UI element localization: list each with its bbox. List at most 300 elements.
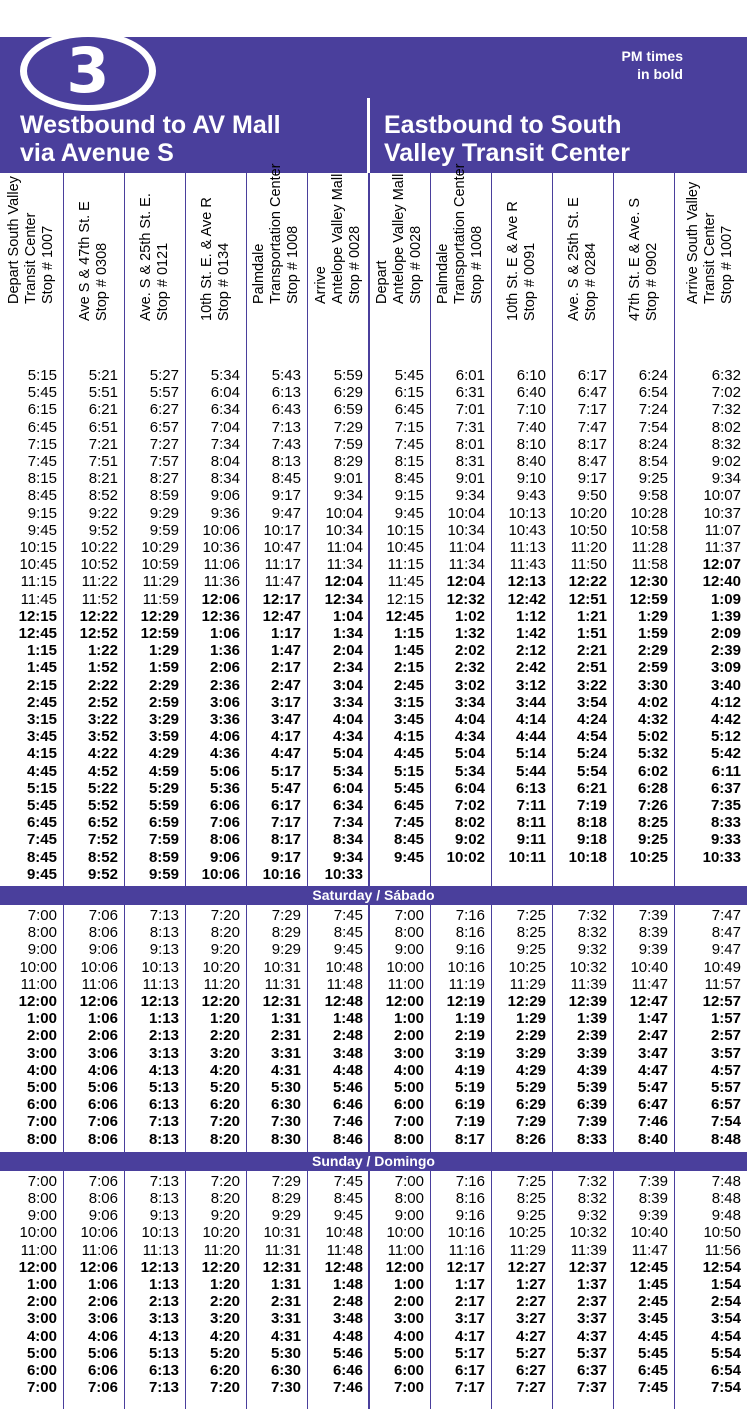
time-cell: 5:59 xyxy=(148,797,179,814)
time-cell: 6:21 xyxy=(88,401,118,419)
time-cell: 12:27 xyxy=(507,1258,546,1276)
time-cell: 11:04 xyxy=(326,539,363,556)
weekday-timetable xyxy=(0,367,747,883)
time-cell: 12:30 xyxy=(629,573,668,591)
time-cell: 12:20 xyxy=(201,1258,240,1276)
time-cell: 8:33 xyxy=(576,1130,607,1148)
time-cell: 7:00 xyxy=(393,1113,424,1131)
time-cell: 9:10 xyxy=(516,470,546,488)
time-cell: 1:12 xyxy=(515,607,546,625)
time-cell: 10:07 xyxy=(703,487,741,505)
time-cell: 11:59 xyxy=(142,590,179,608)
time-cell xyxy=(491,866,546,883)
time-cell: 2:34 xyxy=(332,659,363,677)
table-row xyxy=(0,487,747,504)
time-cell: 6:43 xyxy=(271,401,301,419)
time-cell: 11:34 xyxy=(326,556,363,574)
time-cell: 11:50 xyxy=(570,556,607,574)
column-header-line: Stop # 0121 xyxy=(154,242,171,321)
time-cell: 5:06 xyxy=(87,1344,118,1362)
time-cell: 5:47 xyxy=(270,779,301,797)
time-cell: 7:19 xyxy=(576,797,607,814)
time-cell: 1:29 xyxy=(148,642,179,660)
time-cell: 6:24 xyxy=(638,367,668,384)
table-row xyxy=(0,1224,747,1241)
time-cell: 1:51 xyxy=(576,625,607,642)
time-cell: 7:25 xyxy=(516,1172,546,1190)
time-cell: 11:58 xyxy=(631,556,668,574)
time-cell: 1:52 xyxy=(87,659,118,677)
time-cell: 2:45 xyxy=(637,1293,668,1311)
time-cell: 12:04 xyxy=(446,573,485,591)
time-cell: 7:54 xyxy=(710,1113,741,1131)
time-cell: 8:33 xyxy=(710,814,741,832)
time-cell: 9:02 xyxy=(454,831,485,849)
time-cell: 5:45 xyxy=(637,1344,668,1362)
time-cell: 1:00 xyxy=(393,1010,424,1028)
column-header-line: Stop # 1007 xyxy=(719,225,735,304)
time-cell: 5:44 xyxy=(515,762,546,780)
time-cell: 12:59 xyxy=(140,625,179,642)
time-cell: 9:02 xyxy=(711,453,741,470)
time-cell: 11:13 xyxy=(142,975,179,993)
time-cell: 8:13 xyxy=(149,1189,179,1207)
time-cell: 10:31 xyxy=(263,958,301,976)
time-cell: 3:47 xyxy=(270,711,301,728)
time-cell: 4:20 xyxy=(209,1327,240,1345)
time-cell: 11:15 xyxy=(20,573,57,591)
time-cell: 6:17 xyxy=(454,1361,485,1379)
time-cell: 2:17 xyxy=(270,659,301,677)
time-cell: 12:13 xyxy=(140,993,179,1010)
table-row xyxy=(0,866,747,883)
time-cell: 10:22 xyxy=(80,539,118,556)
time-cell: 4:47 xyxy=(637,1061,668,1079)
time-cell: 10:06 xyxy=(201,865,240,883)
time-cell: 8:01 xyxy=(455,435,485,453)
time-cell: 10:25 xyxy=(629,848,668,866)
direction-divider xyxy=(367,98,370,173)
time-cell: 8:31 xyxy=(455,453,485,470)
time-cell: 5:15 xyxy=(26,779,57,797)
time-cell: 11:36 xyxy=(203,573,240,591)
time-cell: 6:39 xyxy=(576,1096,607,1114)
time-cell: 2:20 xyxy=(209,1293,240,1311)
time-cell: 3:30 xyxy=(637,676,668,694)
time-cell: 1:48 xyxy=(332,1275,363,1293)
time-cell: 1:54 xyxy=(710,1275,741,1293)
time-cell: 11:48 xyxy=(326,1241,363,1259)
time-cell: 6:46 xyxy=(332,1096,363,1114)
time-cell: 12:29 xyxy=(507,993,546,1010)
time-cell: 4:37 xyxy=(576,1327,607,1345)
time-cell: 8:32 xyxy=(577,1189,607,1207)
column-header-line: Ave. S & 25th St. E. xyxy=(137,193,154,321)
time-cell: 8:29 xyxy=(333,453,363,470)
time-cell: 12:36 xyxy=(201,607,240,625)
time-cell: 5:57 xyxy=(149,384,179,402)
time-cell: 6:59 xyxy=(148,814,179,832)
time-cell: 5:30 xyxy=(270,1079,301,1096)
header xyxy=(0,0,747,173)
time-cell: 6:10 xyxy=(516,367,546,384)
time-cell: 8:00 xyxy=(27,1189,57,1207)
time-cell: 3:00 xyxy=(26,1310,57,1328)
time-cell: 3:45 xyxy=(637,1310,668,1328)
time-cell: 9:15 xyxy=(27,504,57,522)
time-cell: 6:28 xyxy=(637,779,668,797)
time-cell: 11:31 xyxy=(264,975,301,993)
time-cell: 7:15 xyxy=(394,418,424,436)
time-cell: 5:51 xyxy=(88,384,118,402)
column-header-text xyxy=(505,201,539,321)
time-cell: 4:54 xyxy=(710,1327,741,1345)
table-row xyxy=(0,522,747,539)
time-cell: 5:17 xyxy=(270,762,301,780)
time-cell: 9:01 xyxy=(455,470,485,488)
time-cell: 9:25 xyxy=(637,831,668,849)
time-cell: 3:27 xyxy=(515,1310,546,1328)
time-cell: 1:09 xyxy=(710,590,741,608)
column-header-line: Stop # 1008 xyxy=(285,225,301,304)
time-cell: 9:20 xyxy=(210,941,240,959)
time-cell: 9:18 xyxy=(576,831,607,849)
time-cell: 10:00 xyxy=(19,958,57,976)
time-cell: 1:39 xyxy=(710,607,741,625)
time-cell: 3:47 xyxy=(637,1044,668,1062)
time-cell: 10:43 xyxy=(508,521,546,539)
table-row xyxy=(0,1276,747,1293)
time-cell: 5:12 xyxy=(710,728,741,746)
column-header-text xyxy=(77,201,111,321)
time-cell: 12:00 xyxy=(18,993,57,1010)
column-header-line: Depart xyxy=(374,260,390,304)
time-cell: 5:45 xyxy=(27,384,57,402)
time-cell: 6:15 xyxy=(394,384,424,402)
time-cell: 8:15 xyxy=(27,470,57,488)
time-cell: 7:20 xyxy=(210,1172,240,1190)
time-cell: 8:52 xyxy=(87,848,118,866)
time-cell: 12:54 xyxy=(702,1258,741,1276)
time-cell: 11:00 xyxy=(387,975,424,993)
pm-note-line1: PM times xyxy=(621,48,683,64)
column-header-text xyxy=(627,198,661,321)
time-cell: 8:00 xyxy=(26,1130,57,1148)
time-cell: 1:59 xyxy=(148,659,179,677)
time-cell: 7:00 xyxy=(26,1113,57,1131)
time-cell: 12:15 xyxy=(18,607,57,625)
time-cell: 5:39 xyxy=(576,1079,607,1096)
time-cell: 2:15 xyxy=(26,676,57,694)
time-cell: 12:07 xyxy=(702,556,741,574)
column-header-line: Transit Center xyxy=(702,212,718,304)
time-cell: 9:34 xyxy=(332,848,363,866)
time-cell: 3:02 xyxy=(454,676,485,694)
time-cell: 12:06 xyxy=(79,993,118,1010)
time-cell: 1:47 xyxy=(270,642,301,660)
time-cell: 4:52 xyxy=(87,762,118,780)
time-cell: 5:06 xyxy=(87,1079,118,1096)
table-row xyxy=(0,401,747,418)
time-cell: 3:48 xyxy=(332,1310,363,1328)
time-cell: 6:13 xyxy=(148,1361,179,1379)
time-cell: 4:59 xyxy=(148,762,179,780)
time-cell: 9:00 xyxy=(394,1207,424,1225)
time-cell: 4:19 xyxy=(454,1061,485,1079)
column-header-line: Stop # 1007 xyxy=(40,225,56,304)
time-cell: 7:17 xyxy=(454,1379,485,1397)
time-cell: 12:40 xyxy=(702,573,741,591)
time-cell: 7:34 xyxy=(210,435,240,453)
time-cell: 8:45 xyxy=(394,470,424,488)
time-cell: 3:09 xyxy=(710,659,741,677)
column-header-9 xyxy=(491,173,552,363)
time-cell: 6:13 xyxy=(148,1096,179,1114)
time-cell: 12:34 xyxy=(324,590,363,608)
time-cell: 7:21 xyxy=(88,435,118,453)
time-cell: 8:17 xyxy=(270,831,301,849)
time-cell: 6:27 xyxy=(149,401,179,419)
time-cell: 5:45 xyxy=(393,779,424,797)
time-cell: 10:32 xyxy=(569,1224,607,1242)
time-cell: 9:25 xyxy=(638,470,668,488)
column-header-line: Transportation Center xyxy=(452,163,468,304)
table-row xyxy=(0,1259,747,1276)
time-cell: 11:04 xyxy=(448,539,485,556)
time-cell: 4:48 xyxy=(332,1327,363,1345)
time-cell: 5:57 xyxy=(710,1079,741,1096)
time-cell: 8:20 xyxy=(210,1189,240,1207)
time-cell: 3:04 xyxy=(332,676,363,694)
time-cell: 7:06 xyxy=(88,907,118,924)
saturday-band: Saturday / Sábado xyxy=(0,886,747,905)
time-cell: 6:15 xyxy=(27,401,57,419)
time-cell: 1:31 xyxy=(270,1275,301,1293)
time-cell: 1:22 xyxy=(87,642,118,660)
time-cell: 8:00 xyxy=(394,1189,424,1207)
time-cell: 9:45 xyxy=(27,521,57,539)
time-cell: 3:06 xyxy=(87,1044,118,1062)
time-cell: 11:47 xyxy=(264,573,301,591)
time-cell: 2:22 xyxy=(87,676,118,694)
time-cell: 4:02 xyxy=(637,693,668,711)
time-cell: 10:00 xyxy=(386,1224,424,1242)
time-cell: 4:39 xyxy=(576,1061,607,1079)
time-cell: 7:26 xyxy=(637,797,668,814)
time-cell: 2:29 xyxy=(515,1027,546,1045)
time-cell: 11:37 xyxy=(704,539,741,556)
time-cell: 6:04 xyxy=(454,779,485,797)
time-cell: 3:45 xyxy=(26,728,57,746)
time-cell: 7:06 xyxy=(87,1379,118,1397)
eastbound-title-line1: Eastbound to South xyxy=(384,111,622,139)
time-cell: 1:15 xyxy=(26,642,57,660)
time-cell: 8:06 xyxy=(88,1189,118,1207)
time-cell: 8:34 xyxy=(332,831,363,849)
time-cell: 5:00 xyxy=(26,1079,57,1096)
time-cell: 6:47 xyxy=(577,384,607,402)
time-cell: 3:29 xyxy=(148,711,179,728)
time-cell: 4:17 xyxy=(454,1327,485,1345)
time-cell: 4:22 xyxy=(87,745,118,763)
time-cell: 2:02 xyxy=(454,642,485,660)
time-cell: 4:34 xyxy=(332,728,363,746)
time-cell: 1:13 xyxy=(148,1275,179,1293)
time-cell: 3:44 xyxy=(515,693,546,711)
table-row xyxy=(0,745,747,762)
time-cell: 10:06 xyxy=(202,521,240,539)
time-cell: 9:29 xyxy=(271,941,301,959)
time-cell: 5:30 xyxy=(270,1344,301,1362)
time-cell: 6:27 xyxy=(515,1361,546,1379)
time-cell: 10:48 xyxy=(325,1224,363,1242)
time-cell: 4:06 xyxy=(87,1061,118,1079)
time-cell xyxy=(613,866,668,883)
time-cell: 10:58 xyxy=(630,521,668,539)
table-row xyxy=(0,453,747,470)
time-cell: 10:13 xyxy=(508,504,546,522)
time-cell: 12:13 xyxy=(507,573,546,591)
table-row xyxy=(0,1010,747,1027)
time-cell: 2:42 xyxy=(515,659,546,677)
time-cell: 8:48 xyxy=(711,1189,741,1207)
column-header-line: 47th St. E & Ave. S xyxy=(626,197,643,321)
time-cell: 11:48 xyxy=(326,975,363,993)
time-cell: 6:34 xyxy=(210,401,240,419)
time-cell: 4:14 xyxy=(515,711,546,728)
time-cell: 7:45 xyxy=(333,1172,363,1190)
time-cell: 2:57 xyxy=(710,1027,741,1045)
time-cell: 3:17 xyxy=(270,693,301,711)
table-row xyxy=(0,1131,747,1148)
time-cell: 2:54 xyxy=(710,1293,741,1311)
table-row xyxy=(0,642,747,659)
time-cell: 7:47 xyxy=(577,418,607,436)
time-cell: 5:15 xyxy=(393,762,424,780)
table-row xyxy=(0,1379,747,1396)
table-row xyxy=(0,419,747,436)
time-cell: 9:34 xyxy=(333,487,363,505)
time-cell: 2:47 xyxy=(637,1027,668,1045)
time-cell: 8:20 xyxy=(209,1130,240,1148)
time-cell: 7:45 xyxy=(333,907,363,924)
time-cell: 8:26 xyxy=(515,1130,546,1148)
time-cell: 1:00 xyxy=(26,1275,57,1293)
time-cell: 2:52 xyxy=(87,693,118,711)
time-cell: 7:54 xyxy=(710,1379,741,1397)
time-cell: 2:29 xyxy=(637,642,668,660)
time-cell: 12:19 xyxy=(446,993,485,1010)
time-cell: 8:59 xyxy=(148,848,179,866)
time-cell: 12:37 xyxy=(568,1258,607,1276)
time-cell: 2:12 xyxy=(515,642,546,660)
column-header-11 xyxy=(613,173,674,363)
time-cell: 10:04 xyxy=(447,504,485,522)
time-cell: 10:33 xyxy=(702,848,741,866)
time-cell: 7:40 xyxy=(516,418,546,436)
time-cell: 8:02 xyxy=(454,814,485,832)
time-cell: 3:12 xyxy=(515,676,546,694)
time-cell: 6:30 xyxy=(270,1096,301,1114)
time-cell: 5:21 xyxy=(88,367,118,384)
table-row xyxy=(0,470,747,487)
time-cell: 6:59 xyxy=(333,401,363,419)
time-cell: 8:32 xyxy=(711,435,741,453)
time-cell: 11:31 xyxy=(264,1241,301,1259)
time-cell: 6:04 xyxy=(210,384,240,402)
time-cell: 8:11 xyxy=(516,814,546,832)
time-cell: 5:45 xyxy=(26,797,57,814)
time-cell: 7:46 xyxy=(332,1379,363,1397)
time-cell: 11:39 xyxy=(570,975,607,993)
time-cell: 11:22 xyxy=(81,573,118,591)
time-cell: 12:42 xyxy=(507,590,546,608)
column-header-2 xyxy=(63,173,124,363)
time-cell: 9:00 xyxy=(27,1207,57,1225)
time-cell xyxy=(430,866,485,883)
time-cell: 7:48 xyxy=(711,1172,741,1190)
time-cell: 10:20 xyxy=(202,1224,240,1242)
eastbound-title-line2: Valley Transit Center xyxy=(384,139,630,167)
time-cell: 6:37 xyxy=(710,779,741,797)
time-cell: 7:00 xyxy=(393,1379,424,1397)
time-cell: 3:06 xyxy=(87,1310,118,1328)
time-cell: 12:32 xyxy=(446,590,485,608)
time-cell: 3:36 xyxy=(209,711,240,728)
time-cell: 2:27 xyxy=(515,1293,546,1311)
time-cell: 7:29 xyxy=(333,418,363,436)
time-cell: 11:06 xyxy=(203,556,240,574)
time-cell: 1:29 xyxy=(515,1010,546,1028)
time-cell: 7:45 xyxy=(27,453,57,470)
time-cell: 12:17 xyxy=(446,1258,485,1276)
time-cell: 4:06 xyxy=(87,1327,118,1345)
time-cell: 8:30 xyxy=(270,1130,301,1148)
time-cell: 7:31 xyxy=(455,418,485,436)
time-cell: 8:40 xyxy=(637,1130,668,1148)
time-cell: 8:20 xyxy=(210,924,240,942)
time-cell: 11:20 xyxy=(570,539,607,556)
time-cell: 6:11 xyxy=(711,762,741,780)
time-cell: 3:34 xyxy=(454,693,485,711)
time-cell: 8:06 xyxy=(88,924,118,942)
saturday-timetable xyxy=(0,907,747,1148)
time-cell: 10:13 xyxy=(141,958,179,976)
time-cell: 2:06 xyxy=(209,659,240,677)
time-cell: 7:32 xyxy=(577,907,607,924)
time-cell: 1:20 xyxy=(209,1275,240,1293)
time-cell: 4:04 xyxy=(332,711,363,728)
time-cell: 6:37 xyxy=(576,1361,607,1379)
time-cell: 9:45 xyxy=(333,941,363,959)
time-cell: 6:06 xyxy=(87,1361,118,1379)
table-row xyxy=(0,849,747,866)
time-cell: 2:45 xyxy=(26,693,57,711)
time-cell: 7:13 xyxy=(271,418,301,436)
time-cell: 2:59 xyxy=(148,693,179,711)
table-row xyxy=(0,1242,747,1259)
time-cell: 10:45 xyxy=(19,556,57,574)
time-cell: 8:59 xyxy=(149,487,179,505)
time-cell: 4:45 xyxy=(26,762,57,780)
column-header-3 xyxy=(124,173,185,363)
time-cell: 6:30 xyxy=(270,1361,301,1379)
time-cell: 5:20 xyxy=(209,1344,240,1362)
time-cell: 3:54 xyxy=(576,693,607,711)
time-cell: 3:00 xyxy=(393,1310,424,1328)
time-cell: 7:13 xyxy=(148,1379,179,1397)
time-cell: 3:52 xyxy=(87,728,118,746)
